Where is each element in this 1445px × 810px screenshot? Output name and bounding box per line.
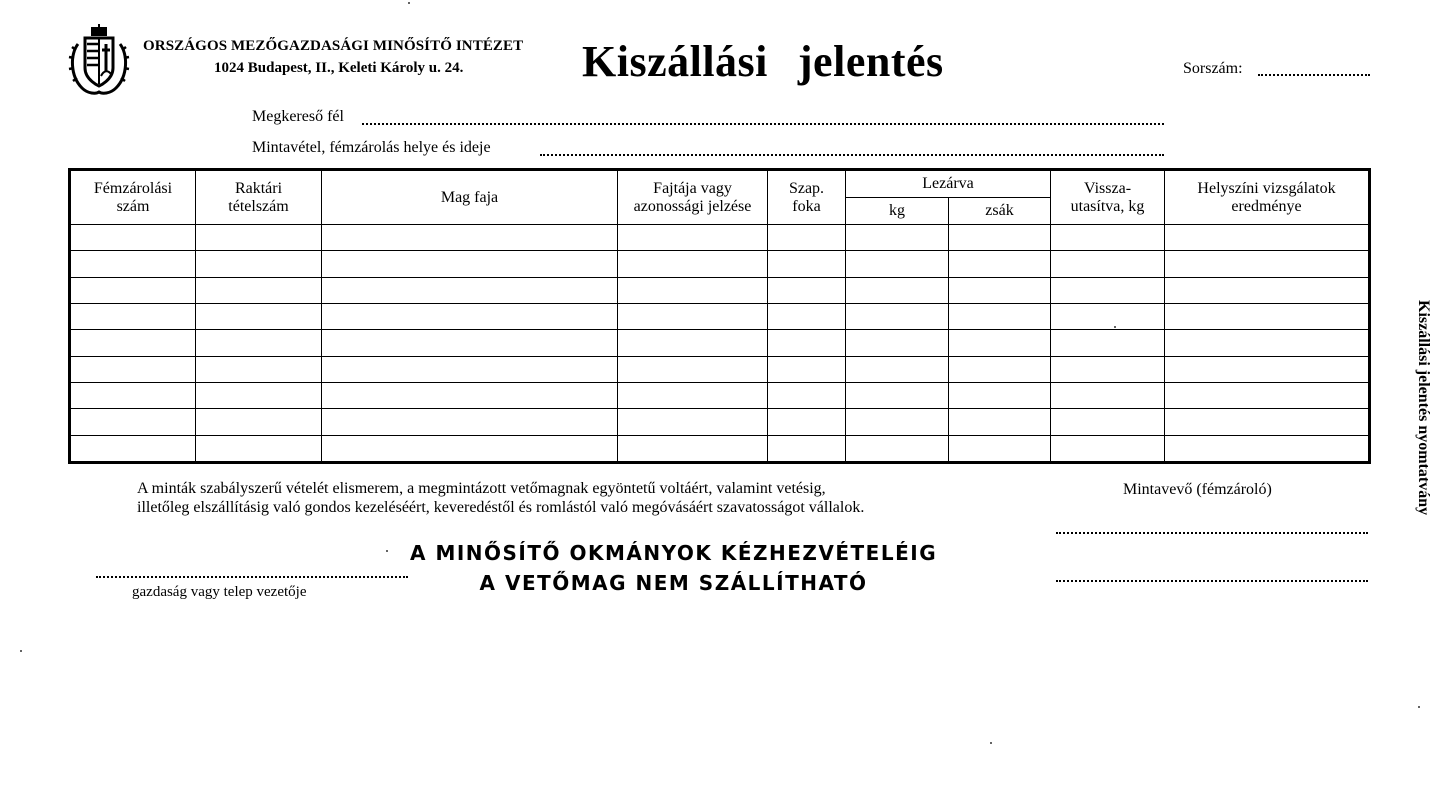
table-cell[interactable] (768, 409, 846, 435)
table-cell[interactable] (1051, 330, 1165, 356)
column-rejected-kg: Vissza- utasítva, kg (1051, 170, 1165, 225)
scan-speck (20, 650, 22, 652)
table-row (70, 225, 1370, 251)
table-cell[interactable] (1165, 251, 1370, 277)
table-cell[interactable] (196, 356, 322, 382)
side-caption: Kiszállási jelentés nyomtatvány (1415, 300, 1432, 516)
table-cell[interactable] (949, 277, 1051, 303)
table-cell[interactable] (618, 303, 768, 329)
table-row (70, 435, 1370, 463)
table-cell[interactable] (1051, 251, 1165, 277)
table-cell[interactable] (846, 277, 949, 303)
table-cell[interactable] (196, 330, 322, 356)
table-cell[interactable] (196, 382, 322, 408)
table-cell[interactable] (322, 225, 618, 251)
scan-speck (990, 742, 992, 744)
declaration-text (137, 479, 864, 517)
sampler-signature-field-2[interactable] (1056, 580, 1368, 582)
table-cell[interactable] (196, 435, 322, 463)
table-cell[interactable] (768, 382, 846, 408)
table-cell[interactable] (322, 330, 618, 356)
table-cell[interactable] (1051, 303, 1165, 329)
manager-label: gazdaság vagy telep vezetője (132, 584, 307, 600)
table-cell[interactable] (1165, 382, 1370, 408)
shipping-warning (410, 538, 937, 598)
table-cell[interactable] (196, 277, 322, 303)
table-cell[interactable] (846, 330, 949, 356)
table-cell[interactable] (618, 225, 768, 251)
scan-speck (1418, 706, 1420, 708)
manager-signature-field[interactable] (96, 576, 408, 578)
table-cell[interactable] (1165, 356, 1370, 382)
table-cell[interactable] (70, 303, 196, 329)
table-cell[interactable] (949, 303, 1051, 329)
table-cell[interactable] (322, 277, 618, 303)
table-cell[interactable] (949, 435, 1051, 463)
table-cell[interactable] (846, 303, 949, 329)
hungarian-coat-of-arms-icon (68, 24, 130, 96)
table-cell[interactable] (618, 435, 768, 463)
table-cell[interactable] (949, 225, 1051, 251)
sampling-place-time-field[interactable] (540, 154, 1164, 156)
scan-speck (408, 2, 410, 4)
column-sealed-kg: kg (846, 198, 949, 225)
table-cell[interactable] (1051, 409, 1165, 435)
institute-name: ORSZÁGOS MEZŐGAZDASÁGI MINŐSÍTŐ INTÉZET (143, 38, 524, 54)
table-cell[interactable] (618, 356, 768, 382)
requester-label: Megkereső fél (252, 108, 344, 125)
table-cell[interactable] (846, 382, 949, 408)
table-cell[interactable] (618, 251, 768, 277)
table-cell[interactable] (768, 225, 846, 251)
column-seed-species: Mag faja (322, 170, 618, 225)
table-cell[interactable] (70, 225, 196, 251)
table-cell[interactable] (1051, 435, 1165, 463)
table-row (70, 409, 1370, 435)
table-cell[interactable] (322, 356, 618, 382)
table-cell[interactable] (846, 356, 949, 382)
column-propagation-degree: Szap. foka (768, 170, 846, 225)
table-cell[interactable] (768, 330, 846, 356)
table-cell[interactable] (70, 251, 196, 277)
table-cell[interactable] (846, 409, 949, 435)
table-cell[interactable] (196, 251, 322, 277)
table-cell[interactable] (70, 277, 196, 303)
warning-line-2: A VETŐMAG NEM SZÁLLÍTHATÓ (479, 571, 868, 595)
scan-speck (1114, 326, 1116, 328)
warning-line-1: A MINŐSÍTŐ OKMÁNYOK KÉZHEZVÉTELÉIG (410, 541, 938, 565)
table-cell[interactable] (1165, 277, 1370, 303)
table-cell[interactable] (70, 330, 196, 356)
table-cell[interactable] (1051, 225, 1165, 251)
column-sealed: Lezárva (846, 170, 1051, 198)
table-cell[interactable] (618, 382, 768, 408)
table-cell[interactable] (1165, 435, 1370, 463)
serial-number-label: Sorszám: (1183, 60, 1243, 77)
sampler-signature-field-1[interactable] (1056, 532, 1368, 534)
table-body (70, 225, 1370, 463)
column-stock-lot-number: Raktári tételszám (196, 170, 322, 225)
column-onsite-results: Helyszíni vizsgálatok eredménye (1165, 170, 1370, 225)
table-cell[interactable] (768, 356, 846, 382)
table-cell[interactable] (949, 356, 1051, 382)
table-cell[interactable] (846, 435, 949, 463)
table-cell[interactable] (1165, 330, 1370, 356)
table-row (70, 303, 1370, 329)
institute-address: 1024 Budapest, II., Keleti Károly u. 24. (214, 60, 464, 76)
sampling-place-time-label: Mintavétel, fémzárolás helye és ideje (252, 139, 491, 156)
table-cell[interactable] (322, 251, 618, 277)
table-row (70, 330, 1370, 356)
table-cell[interactable] (322, 382, 618, 408)
table-cell[interactable] (1165, 225, 1370, 251)
column-seal-number: Fémzárolási szám (70, 170, 196, 225)
table-cell[interactable] (196, 303, 322, 329)
table-cell[interactable] (846, 225, 949, 251)
inspection-table (68, 168, 1371, 464)
table-cell[interactable] (1051, 356, 1165, 382)
table-cell[interactable] (1051, 277, 1165, 303)
table-cell[interactable] (618, 330, 768, 356)
table-cell[interactable] (846, 251, 949, 277)
table-cell[interactable] (322, 435, 618, 463)
table-cell[interactable] (70, 356, 196, 382)
table-cell[interactable] (768, 277, 846, 303)
table-cell[interactable] (196, 225, 322, 251)
table-cell[interactable] (949, 251, 1051, 277)
declaration-line-1: A minták szabályszerű vételét elismerem, a megmintázott vetőmagnak egyöntetű voltáért, valamint vetésig, (137, 480, 826, 497)
table-cell[interactable] (70, 409, 196, 435)
table-cell[interactable] (768, 435, 846, 463)
title-word-2: jelentés (797, 37, 944, 86)
requester-field[interactable] (362, 123, 1164, 125)
table-cell[interactable] (768, 303, 846, 329)
table-cell[interactable] (1165, 409, 1370, 435)
form-title (582, 36, 944, 87)
table-cell[interactable] (196, 409, 322, 435)
table-row (70, 382, 1370, 408)
title-word-1: Kiszállási (582, 37, 768, 86)
table-cell[interactable] (618, 409, 768, 435)
table-cell[interactable] (70, 382, 196, 408)
table-cell[interactable] (322, 409, 618, 435)
column-sealed-bags: zsák (949, 198, 1051, 225)
table-cell[interactable] (949, 382, 1051, 408)
declaration-line-2: illetőleg elszállításig való gondos kezeléséért, keveredéstől és romlástól való megóvásáért szavatosságot vállalok. (137, 499, 865, 516)
table-cell[interactable] (949, 330, 1051, 356)
column-variety: Fajtája vagy azonossági jelzése (618, 170, 768, 225)
table-cell[interactable] (1165, 303, 1370, 329)
table-cell[interactable] (618, 277, 768, 303)
scan-speck (386, 550, 388, 552)
table-cell[interactable] (322, 303, 618, 329)
table-cell[interactable] (768, 251, 846, 277)
table-cell[interactable] (70, 435, 196, 463)
table-cell[interactable] (949, 409, 1051, 435)
serial-number-field[interactable] (1258, 74, 1370, 76)
sampler-label: Mintavevő (fémzároló) (1123, 481, 1272, 498)
table-cell[interactable] (1051, 382, 1165, 408)
table-row (70, 251, 1370, 277)
table-row (70, 356, 1370, 382)
table-row (70, 277, 1370, 303)
